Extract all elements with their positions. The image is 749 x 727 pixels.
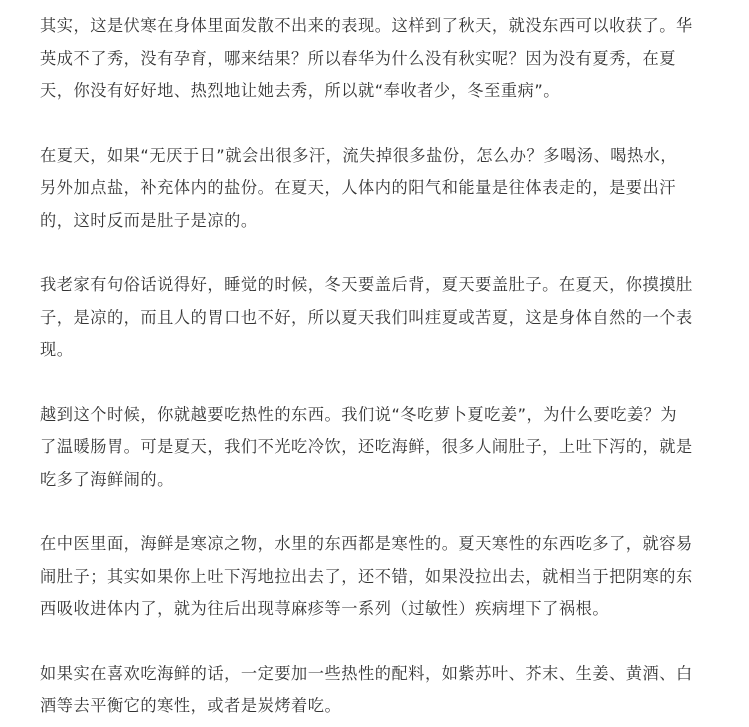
paragraph-line: 现。 <box>40 340 74 359</box>
paragraph-line: 在夏天，如果“无厌于日”就会出很多汗，流失掉很多盐份，怎么办？多喝汤、喝热水， <box>40 145 678 165</box>
paragraph-autumn-harvest <box>40 10 720 108</box>
paragraph-line: 在中医里面，海鲜是寒凉之物，水里的东西都是寒性的。夏天寒性的东西吃多了，就容易 <box>40 534 693 553</box>
paragraph-line: 我老家有句俗话说得好，睡觉的时候，冬天要盖后背，夏天要盖肚子。在夏天，你摸摸肚 <box>40 275 693 294</box>
paragraph-hometown-saying <box>40 269 720 367</box>
paragraph-line: 吃多了海鲜闹的。 <box>40 469 174 489</box>
paragraph-line: 了温暖肠胃。可是夏天，我们不光吃冷饮，还吃海鲜，很多人闹肚子，上吐下泻的，就是 <box>40 437 693 456</box>
paragraph-line: 子，是凉的，而且人的胃口也不好，所以夏天我们叫疰夏或苦夏，这是身体自然的一个表 <box>40 307 693 327</box>
paragraph-seafood-cold <box>40 528 720 626</box>
paragraph-line: 越到这个时候，你就越要吃热性的东西。我们说“冬吃萝卜夏吃姜”，为什么要吃姜？为 <box>40 404 678 424</box>
paragraph-line: 酒等去平衡它的寒性，或者是炭烤着吃。 <box>40 696 342 715</box>
paragraph-line: 英成不了秀，没有孕育，哪来结果？所以春华为什么没有秋实呢？因为没有夏秀，在夏 <box>40 48 677 68</box>
paragraph-line: 的，这时反而是肚子是凉的。 <box>40 210 258 230</box>
paragraph-line: 如果实在喜欢吃海鲜的话，一定要加一些热性的配料，如紫苏叶、芥末、生姜、黄酒、白 <box>40 663 693 683</box>
paragraph-line: 闹肚子；其实如果你上吐下泻地拉出去了，还不错，如果没拉出去，就相当于把阴寒的东 <box>40 566 693 586</box>
article-body <box>40 10 720 723</box>
paragraph-line: 天，你没有好好地、热烈地让她去秀，所以就“奉收者少，冬至重病”。 <box>40 81 560 100</box>
paragraph-seafood-advice <box>40 658 720 723</box>
paragraph-line: 另外加点盐，补充体内的盐份。在夏天，人体内的阳气和能量是往体表走的，是要出汗 <box>40 178 677 197</box>
paragraph-eat-ginger <box>40 399 720 497</box>
paragraph-summer-sweat <box>40 140 720 238</box>
paragraph-line: 西吸收进体内了，就为往后出现荨麻疹等一系列（过敏性）疾病埋下了祸根。 <box>40 599 610 618</box>
paragraph-line: 其实，这是伏寒在身体里面发散不出来的表现。这样到了秋天，就没东西可以收获了。华 <box>40 16 693 35</box>
